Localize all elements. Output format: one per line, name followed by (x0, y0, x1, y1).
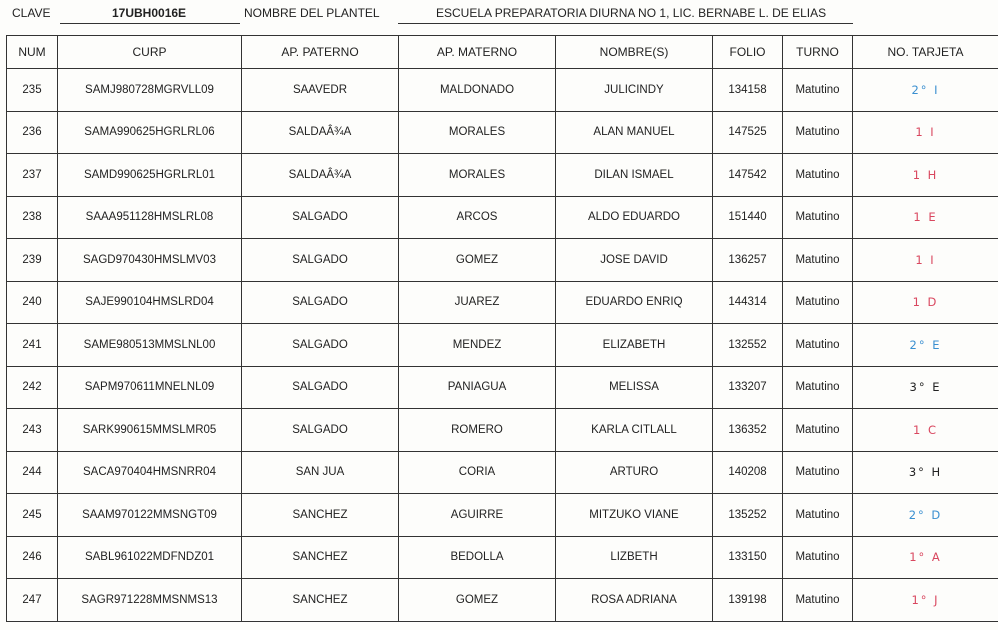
cell-paterno: SALDAÂ¾A (242, 154, 399, 197)
table-row (7, 536, 998, 579)
cell-materno: ROMERO (399, 409, 556, 452)
cell-folio: 144314 (713, 281, 783, 324)
cell-nombre: ALAN MANUEL (556, 111, 713, 154)
cell-curp: SACA970404HMSNRR04 (58, 451, 242, 494)
cell-curp: SAAA951128HMSLRL08 (58, 196, 242, 239)
cell-curp: SAMJ980728MGRVLL09 (58, 69, 242, 112)
cell-materno: JUAREZ (399, 281, 556, 324)
cell-materno: MALDONADO (399, 69, 556, 112)
cell-num: 241 (7, 324, 58, 367)
cell-curp: SAMD990625HGRLRL01 (58, 154, 242, 197)
cell-folio: 135252 (713, 494, 783, 537)
cell-paterno: SALGADO (242, 409, 399, 452)
cell-turno: Matutino (783, 196, 853, 239)
cell-materno: GOMEZ (399, 239, 556, 282)
table-row (7, 154, 998, 197)
cell-nombre: DILAN ISMAEL (556, 154, 713, 197)
cell-num: 245 (7, 494, 58, 537)
cell-turno: Matutino (783, 69, 853, 112)
cell-num: 242 (7, 366, 58, 409)
cell-materno: GOMEZ (399, 579, 556, 622)
cell-materno: BEDOLLA (399, 536, 556, 579)
cell-nombre: JOSE DAVID (556, 239, 713, 282)
student-roster-table (6, 35, 998, 622)
cell-nombre: MELISSA (556, 366, 713, 409)
cell-tarjeta: 1 H (853, 154, 998, 197)
table-row (7, 579, 998, 622)
cell-tarjeta: 1° A (853, 536, 998, 579)
cell-curp: SAGD970430HMSLMV03 (58, 239, 242, 282)
cell-materno: ARCOS (399, 196, 556, 239)
cell-turno: Matutino (783, 281, 853, 324)
cell-paterno: SANCHEZ (242, 536, 399, 579)
cell-curp: SABL961022MDFNDZ01 (58, 536, 242, 579)
cell-paterno: SAAVEDR (242, 69, 399, 112)
cell-curp: SAMA990625HGRLRL06 (58, 111, 242, 154)
cell-nombre: ARTURO (556, 451, 713, 494)
cell-paterno: SAN JUA (242, 451, 399, 494)
cell-num: 244 (7, 451, 58, 494)
column-header-materno: AP. MATERNO (399, 36, 556, 69)
plantel-underline (398, 23, 853, 24)
cell-nombre: MITZUKO VIANE (556, 494, 713, 537)
cell-tarjeta: 1° J (853, 579, 998, 622)
cell-num: 239 (7, 239, 58, 282)
cell-tarjeta: 2° I (853, 69, 998, 112)
cell-num: 246 (7, 536, 58, 579)
cell-materno: MORALES (399, 111, 556, 154)
cell-folio: 139198 (713, 579, 783, 622)
cell-folio: 136257 (713, 239, 783, 282)
cell-turno: Matutino (783, 239, 853, 282)
document-header (0, 0, 998, 28)
cell-turno: Matutino (783, 536, 853, 579)
table-row (7, 366, 998, 409)
table-header-row (7, 36, 998, 69)
cell-nombre: JULICINDY (556, 69, 713, 112)
cell-turno: Matutino (783, 409, 853, 452)
cell-curp: SAPM970611MNELNL09 (58, 366, 242, 409)
cell-num: 237 (7, 154, 58, 197)
plantel-label: NOMBRE DEL PLANTEL (244, 6, 380, 20)
cell-materno: MENDEZ (399, 324, 556, 367)
cell-turno: Matutino (783, 154, 853, 197)
cell-curp: SAAM970122MMSNGT09 (58, 494, 242, 537)
plantel-value: ESCUELA PREPARATORIA DIURNA NO 1, LIC. BERNABE L. DE ELIAS (436, 6, 827, 20)
cell-tarjeta: 1 E (853, 196, 998, 239)
cell-num: 243 (7, 409, 58, 452)
table-row (7, 69, 998, 112)
table-row (7, 281, 998, 324)
cell-folio: 136352 (713, 409, 783, 452)
cell-curp: SAJE990104HMSLRD04 (58, 281, 242, 324)
cell-folio: 151440 (713, 196, 783, 239)
cell-materno: CORIA (399, 451, 556, 494)
cell-paterno: SALGADO (242, 239, 399, 282)
column-header-tarjeta: NO. TARJETA (853, 36, 998, 69)
cell-curp: SAME980513MMSLNL00 (58, 324, 242, 367)
cell-num: 236 (7, 111, 58, 154)
table-row (7, 451, 998, 494)
cell-paterno: SANCHEZ (242, 579, 399, 622)
cell-tarjeta: 1 I (853, 111, 998, 154)
table-row (7, 196, 998, 239)
cell-paterno: SANCHEZ (242, 494, 399, 537)
cell-materno: PANIAGUA (399, 366, 556, 409)
cell-curp: SARK990615MMSLMR05 (58, 409, 242, 452)
cell-paterno: SALGADO (242, 281, 399, 324)
clave-underline (60, 23, 240, 24)
column-header-turno: TURNO (783, 36, 853, 69)
cell-folio: 132552 (713, 324, 783, 367)
cell-curp: SAGR971228MMSNMS13 (58, 579, 242, 622)
cell-tarjeta: 2° E (853, 324, 998, 367)
cell-nombre: EDUARDO ENRIQ (556, 281, 713, 324)
cell-tarjeta: 1 I (853, 239, 998, 282)
cell-turno: Matutino (783, 451, 853, 494)
cell-num: 240 (7, 281, 58, 324)
cell-num: 238 (7, 196, 58, 239)
column-header-num: NUM (7, 36, 58, 69)
cell-tarjeta: 1 D (853, 281, 998, 324)
cell-num: 235 (7, 69, 58, 112)
cell-turno: Matutino (783, 324, 853, 367)
cell-materno: MORALES (399, 154, 556, 197)
cell-folio: 133207 (713, 366, 783, 409)
column-header-folio: FOLIO (713, 36, 783, 69)
cell-paterno: SALGADO (242, 324, 399, 367)
cell-nombre: LIZBETH (556, 536, 713, 579)
cell-folio: 147525 (713, 111, 783, 154)
cell-nombre: KARLA CITLALL (556, 409, 713, 452)
clave-value: 17UBH0016E (112, 6, 187, 20)
cell-folio: 133150 (713, 536, 783, 579)
table-row (7, 111, 998, 154)
cell-turno: Matutino (783, 366, 853, 409)
cell-materno: AGUIRRE (399, 494, 556, 537)
column-header-curp: CURP (58, 36, 242, 69)
cell-folio: 134158 (713, 69, 783, 112)
cell-folio: 140208 (713, 451, 783, 494)
cell-paterno: SALGADO (242, 366, 399, 409)
cell-turno: Matutino (783, 579, 853, 622)
cell-turno: Matutino (783, 111, 853, 154)
cell-turno: Matutino (783, 494, 853, 537)
column-header-paterno: AP. PATERNO (242, 36, 399, 69)
column-header-nombre: NOMBRE(S) (556, 36, 713, 69)
cell-tarjeta: 2° D (853, 494, 998, 537)
table-row (7, 494, 998, 537)
cell-nombre: ALDO EDUARDO (556, 196, 713, 239)
table-row (7, 324, 998, 367)
cell-tarjeta: 3° E (853, 366, 998, 409)
cell-nombre: ELIZABETH (556, 324, 713, 367)
cell-tarjeta: 1 C (853, 409, 998, 452)
table-body (7, 69, 998, 622)
cell-folio: 147542 (713, 154, 783, 197)
cell-num: 247 (7, 579, 58, 622)
cell-paterno: SALGADO (242, 196, 399, 239)
table-row (7, 239, 998, 282)
table-row (7, 409, 998, 452)
cell-paterno: SALDAÂ¾A (242, 111, 399, 154)
clave-label: CLAVE (12, 6, 51, 20)
cell-tarjeta: 3° H (853, 451, 998, 494)
cell-nombre: ROSA ADRIANA (556, 579, 713, 622)
